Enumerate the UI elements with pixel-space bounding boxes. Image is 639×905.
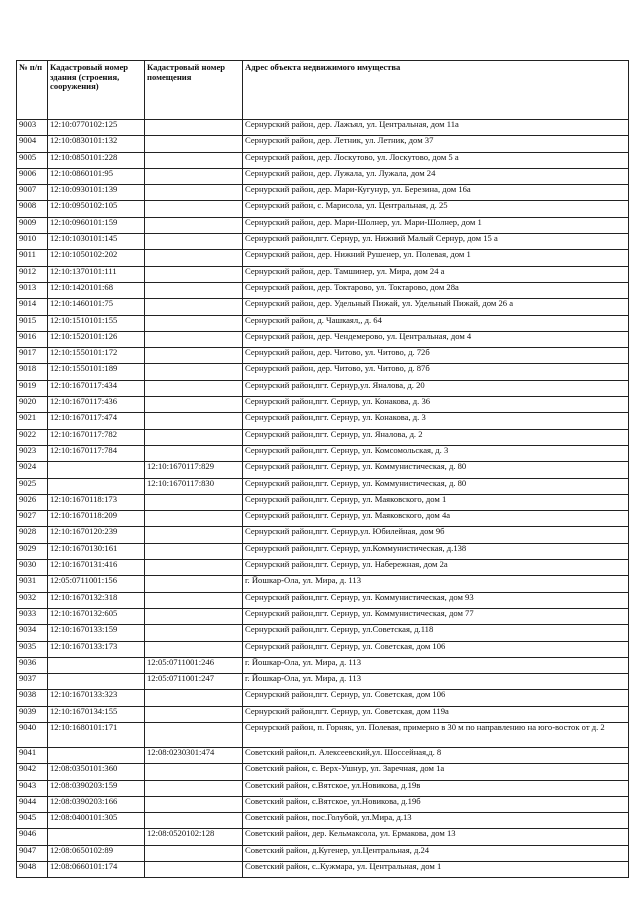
room-cadastral-cell bbox=[145, 494, 243, 510]
row-number-cell: 9012 bbox=[17, 266, 48, 282]
address-cell: Сернурский район,пгт. Сернур, ул. Конакова, д. 3 bbox=[243, 413, 629, 429]
building-cadastral-cell: 12:10:1670134:155 bbox=[48, 706, 145, 722]
property-register-page bbox=[16, 60, 628, 878]
address-cell: Советский район, с..Кужмара, ул. Центральная, дом 1 bbox=[243, 862, 629, 878]
room-cadastral-cell bbox=[145, 845, 243, 861]
room-cadastral-cell bbox=[145, 120, 243, 136]
table-row bbox=[17, 445, 629, 461]
building-cadastral-cell: 12:08:0660101:174 bbox=[48, 862, 145, 878]
address-cell: Сернурский район,пгт. Сернур, ул. Конакова, д. 36 bbox=[243, 397, 629, 413]
building-cadastral-cell: 12:10:1030101:145 bbox=[48, 234, 145, 250]
table-row bbox=[17, 348, 629, 364]
row-number-cell: 9027 bbox=[17, 511, 48, 527]
table-row bbox=[17, 201, 629, 217]
table-row bbox=[17, 722, 629, 747]
room-cadastral-cell bbox=[145, 813, 243, 829]
row-number-cell: 9025 bbox=[17, 478, 48, 494]
row-number-cell: 9034 bbox=[17, 625, 48, 641]
building-cadastral-cell: 12:10:1670117:436 bbox=[48, 397, 145, 413]
room-cadastral-cell bbox=[145, 625, 243, 641]
address-cell: Советский район, с. Верх-Ушнур, ул. Заречная, дом 1а bbox=[243, 764, 629, 780]
building-cadastral-cell: 12:10:0850101:228 bbox=[48, 152, 145, 168]
row-number-cell: 9010 bbox=[17, 234, 48, 250]
table-row bbox=[17, 543, 629, 559]
address-cell: Сернурский район,пгт. Сернур, ул. Советская, дом 106 bbox=[243, 690, 629, 706]
table-row bbox=[17, 250, 629, 266]
table-row bbox=[17, 690, 629, 706]
room-cadastral-cell bbox=[145, 608, 243, 624]
table-row bbox=[17, 780, 629, 796]
building-cadastral-cell: 12:10:0930101:139 bbox=[48, 185, 145, 201]
table-body bbox=[17, 120, 629, 878]
building-cadastral-cell: 12:10:1670118:173 bbox=[48, 494, 145, 510]
address-cell: г. Йошкар-Ола, ул. Мира, д. 113 bbox=[243, 674, 629, 690]
building-cadastral-cell: 12:10:1670133:173 bbox=[48, 641, 145, 657]
row-number-cell: 9030 bbox=[17, 560, 48, 576]
building-cadastral-cell: 12:10:0860101:95 bbox=[48, 168, 145, 184]
room-cadastral-cell bbox=[145, 641, 243, 657]
building-cadastral-cell: 12:10:1670117:784 bbox=[48, 445, 145, 461]
room-cadastral-cell bbox=[145, 862, 243, 878]
table-row bbox=[17, 185, 629, 201]
room-cadastral-cell: 12:08:0230301:474 bbox=[145, 747, 243, 763]
building-cadastral-cell: 12:10:1510101:155 bbox=[48, 315, 145, 331]
room-cadastral-cell bbox=[145, 560, 243, 576]
row-number-cell: 9036 bbox=[17, 657, 48, 673]
address-cell: Сернурский район,пгт. Сернур, ул. Коммунистическая, д. 80 bbox=[243, 462, 629, 478]
building-cadastral-cell: 12:10:1520101:126 bbox=[48, 331, 145, 347]
row-number-cell: 9026 bbox=[17, 494, 48, 510]
room-cadastral-cell bbox=[145, 348, 243, 364]
address-cell: Сернурский район,пгт. Сернур, ул. Нижний Малый Сернур, дом 15 а bbox=[243, 234, 629, 250]
row-number-cell: 9029 bbox=[17, 543, 48, 559]
table-row bbox=[17, 413, 629, 429]
address-cell: Сернурский район, дер. Читово, ул. Читово, д. 72б bbox=[243, 348, 629, 364]
building-cadastral-cell bbox=[48, 478, 145, 494]
address-cell: Сернурский район, дер. Лажъял, ул. Центральная, дом 11а bbox=[243, 120, 629, 136]
building-cadastral-cell: 12:10:1460101:75 bbox=[48, 299, 145, 315]
table-row bbox=[17, 813, 629, 829]
address-cell: Сернурский район, дер. Чендемерово, ул. Центральная, дом 4 bbox=[243, 331, 629, 347]
row-number-cell: 9019 bbox=[17, 380, 48, 396]
table-row bbox=[17, 527, 629, 543]
address-cell: Сернурский район, дер. Лужала, ул. Лужала, дом 24 bbox=[243, 168, 629, 184]
address-cell: Советский район, пос.Голубой, ул.Мира, д.13 bbox=[243, 813, 629, 829]
building-cadastral-cell: 12:10:1670132:318 bbox=[48, 592, 145, 608]
row-number-cell: 9015 bbox=[17, 315, 48, 331]
row-number-cell: 9043 bbox=[17, 780, 48, 796]
room-cadastral-cell bbox=[145, 429, 243, 445]
table-row bbox=[17, 364, 629, 380]
row-number-cell: 9011 bbox=[17, 250, 48, 266]
address-cell: Сернурский район,пгт. Сернур, ул. Советская, дом 119а bbox=[243, 706, 629, 722]
row-number-cell: 9037 bbox=[17, 674, 48, 690]
row-number-cell: 9021 bbox=[17, 413, 48, 429]
table-row bbox=[17, 136, 629, 152]
room-cadastral-cell bbox=[145, 445, 243, 461]
building-cadastral-cell: 12:10:1670118:209 bbox=[48, 511, 145, 527]
row-number-cell: 9048 bbox=[17, 862, 48, 878]
building-cadastral-cell bbox=[48, 674, 145, 690]
building-cadastral-cell bbox=[48, 462, 145, 478]
address-cell: г. Йошкар-Ола, ул. Мира, д. 113 bbox=[243, 576, 629, 592]
header-room-cadastral: Кадастровый номер помещения bbox=[145, 61, 243, 120]
row-number-cell: 9016 bbox=[17, 331, 48, 347]
address-cell: Сернурский район,пгт. Сернур, ул. Набережная, дом 2а bbox=[243, 560, 629, 576]
building-cadastral-cell: 12:08:0650102:89 bbox=[48, 845, 145, 861]
address-cell: Советский район,п. Алексеевский,ул. Шоссейная,д. 8 bbox=[243, 747, 629, 763]
table-row bbox=[17, 829, 629, 845]
row-number-cell: 9028 bbox=[17, 527, 48, 543]
building-cadastral-cell: 12:10:1670133:323 bbox=[48, 690, 145, 706]
room-cadastral-cell bbox=[145, 796, 243, 812]
row-number-cell: 9031 bbox=[17, 576, 48, 592]
address-cell: Сернурский район,пгт. Сернур,ул. Юбилейная, дом 9б bbox=[243, 527, 629, 543]
address-cell: Сернурский район, дер. Удельный Пижай, ул. Удельный Пижай, дом 26 а bbox=[243, 299, 629, 315]
row-number-cell: 9024 bbox=[17, 462, 48, 478]
room-cadastral-cell bbox=[145, 234, 243, 250]
header-building-cadastral: Кадастровый номер здания (строения, сооружения) bbox=[48, 61, 145, 120]
table-row bbox=[17, 234, 629, 250]
building-cadastral-cell: 12:10:1050102:202 bbox=[48, 250, 145, 266]
room-cadastral-cell bbox=[145, 331, 243, 347]
room-cadastral-cell bbox=[145, 299, 243, 315]
room-cadastral-cell bbox=[145, 380, 243, 396]
room-cadastral-cell bbox=[145, 217, 243, 233]
address-cell: Советский район, с.Вятское, ул.Новикова, д.19в bbox=[243, 780, 629, 796]
row-number-cell: 9017 bbox=[17, 348, 48, 364]
building-cadastral-cell: 12:10:1670131:416 bbox=[48, 560, 145, 576]
row-number-cell: 9022 bbox=[17, 429, 48, 445]
table-row bbox=[17, 560, 629, 576]
table-row bbox=[17, 462, 629, 478]
table-header bbox=[17, 61, 629, 120]
address-cell: Сернурский район,пгт. Сернур, ул. Коммунистическая, д. 80 bbox=[243, 478, 629, 494]
building-cadastral-cell: 12:10:1670130:161 bbox=[48, 543, 145, 559]
table-row bbox=[17, 747, 629, 763]
room-cadastral-cell: 12:10:1670117:829 bbox=[145, 462, 243, 478]
table-row bbox=[17, 217, 629, 233]
room-cadastral-cell bbox=[145, 543, 243, 559]
room-cadastral-cell bbox=[145, 250, 243, 266]
row-number-cell: 9041 bbox=[17, 747, 48, 763]
row-number-cell: 9046 bbox=[17, 829, 48, 845]
table-row bbox=[17, 862, 629, 878]
address-cell: Сернурский район, п. Горняк, ул. Полевая, примерно в 30 м по направлению на юго-восток от д. 2 bbox=[243, 722, 629, 747]
room-cadastral-cell bbox=[145, 397, 243, 413]
room-cadastral-cell bbox=[145, 201, 243, 217]
address-cell: Сернурский район,пгт. Сернур, ул. Советская, дом 106 bbox=[243, 641, 629, 657]
building-cadastral-cell bbox=[48, 657, 145, 673]
address-cell: Сернурский район,пгт. Сернур, ул.Советская, д.118 bbox=[243, 625, 629, 641]
building-cadastral-cell: 12:10:1680101:171 bbox=[48, 722, 145, 747]
row-number-cell: 9020 bbox=[17, 397, 48, 413]
room-cadastral-cell: 12:05:0711001:247 bbox=[145, 674, 243, 690]
row-number-cell: 9039 bbox=[17, 706, 48, 722]
table-row bbox=[17, 266, 629, 282]
room-cadastral-cell: 12:05:0711001:246 bbox=[145, 657, 243, 673]
address-cell: Сернурский район, дер. Лоскутово, ул. Лоскутово, дом 5 а bbox=[243, 152, 629, 168]
building-cadastral-cell: 12:10:1670117:434 bbox=[48, 380, 145, 396]
building-cadastral-cell: 12:08:0350101:360 bbox=[48, 764, 145, 780]
row-number-cell: 9006 bbox=[17, 168, 48, 184]
table-row bbox=[17, 576, 629, 592]
building-cadastral-cell: 12:10:1670133:159 bbox=[48, 625, 145, 641]
table-row bbox=[17, 120, 629, 136]
row-number-cell: 9040 bbox=[17, 722, 48, 747]
row-number-cell: 9038 bbox=[17, 690, 48, 706]
table-row bbox=[17, 641, 629, 657]
building-cadastral-cell: 12:05:0711001:156 bbox=[48, 576, 145, 592]
building-cadastral-cell: 12:10:0960101:159 bbox=[48, 217, 145, 233]
row-number-cell: 9014 bbox=[17, 299, 48, 315]
address-cell: Сернурский район,пгт. Сернур, ул. Коммунистическая, дом 77 bbox=[243, 608, 629, 624]
building-cadastral-cell: 12:10:1370101:111 bbox=[48, 266, 145, 282]
room-cadastral-cell bbox=[145, 152, 243, 168]
row-number-cell: 9045 bbox=[17, 813, 48, 829]
address-cell: Сернурский район,пгт. Сернур, ул. Комсомольская, д. 3 bbox=[243, 445, 629, 461]
address-cell: Сернурский район,пгт. Сернур, ул. Маяковского, дом 1 bbox=[243, 494, 629, 510]
row-number-cell: 9042 bbox=[17, 764, 48, 780]
address-cell: Сернурский район, д. Чашкаял,, д. 64 bbox=[243, 315, 629, 331]
room-cadastral-cell: 12:10:1670117:830 bbox=[145, 478, 243, 494]
address-cell: Сернурский район, дер. Токтарово, ул. Токтарово, дом 28а bbox=[243, 282, 629, 298]
address-cell: Сернурский район,пгт. Сернур, ул. Маяковского, дом 4а bbox=[243, 511, 629, 527]
room-cadastral-cell bbox=[145, 266, 243, 282]
header-num: № п/п bbox=[17, 61, 48, 120]
building-cadastral-cell: 12:10:0830101:132 bbox=[48, 136, 145, 152]
table-row bbox=[17, 706, 629, 722]
table-row bbox=[17, 168, 629, 184]
address-cell: Сернурский район,пгт. Сернур, ул.Коммунистическая, д.138 bbox=[243, 543, 629, 559]
room-cadastral-cell bbox=[145, 576, 243, 592]
room-cadastral-cell bbox=[145, 706, 243, 722]
room-cadastral-cell bbox=[145, 413, 243, 429]
row-number-cell: 9023 bbox=[17, 445, 48, 461]
row-number-cell: 9005 bbox=[17, 152, 48, 168]
room-cadastral-cell bbox=[145, 185, 243, 201]
address-cell: г. Йошкар-Ола, ул. Мира, д. 113 bbox=[243, 657, 629, 673]
table-row bbox=[17, 282, 629, 298]
address-cell: Сернурский район, дер. Тамшинер, ул. Мира, дом 24 а bbox=[243, 266, 629, 282]
table-row bbox=[17, 657, 629, 673]
address-cell: Сернурский район, дер. Мари-Шолнер, ул. Мари-Шолнер, дом 1 bbox=[243, 217, 629, 233]
row-number-cell: 9035 bbox=[17, 641, 48, 657]
table-row bbox=[17, 152, 629, 168]
address-cell: Сернурский район,пгт. Сернур, ул. Яналова, д. 2 bbox=[243, 429, 629, 445]
building-cadastral-cell: 12:08:0390203:166 bbox=[48, 796, 145, 812]
row-number-cell: 9032 bbox=[17, 592, 48, 608]
table-row bbox=[17, 331, 629, 347]
building-cadastral-cell bbox=[48, 829, 145, 845]
property-table bbox=[16, 60, 629, 878]
room-cadastral-cell bbox=[145, 764, 243, 780]
row-number-cell: 9004 bbox=[17, 136, 48, 152]
table-row bbox=[17, 845, 629, 861]
header-row bbox=[17, 61, 629, 120]
table-row bbox=[17, 625, 629, 641]
table-row bbox=[17, 796, 629, 812]
row-number-cell: 9013 bbox=[17, 282, 48, 298]
table-row bbox=[17, 592, 629, 608]
room-cadastral-cell: 12:08:0520102:128 bbox=[145, 829, 243, 845]
building-cadastral-cell: 12:10:1670117:782 bbox=[48, 429, 145, 445]
row-number-cell: 9047 bbox=[17, 845, 48, 861]
building-cadastral-cell: 12:10:1550101:189 bbox=[48, 364, 145, 380]
address-cell: Советский район, дер. Кельмаксола, ул. Ермакова, дом 13 bbox=[243, 829, 629, 845]
table-row bbox=[17, 674, 629, 690]
room-cadastral-cell bbox=[145, 511, 243, 527]
room-cadastral-cell bbox=[145, 315, 243, 331]
building-cadastral-cell: 12:08:0400101:305 bbox=[48, 813, 145, 829]
room-cadastral-cell bbox=[145, 690, 243, 706]
address-cell: Сернурский район,пгт. Сернур, ул. Коммунистическая, дом 93 bbox=[243, 592, 629, 608]
row-number-cell: 9003 bbox=[17, 120, 48, 136]
building-cadastral-cell bbox=[48, 747, 145, 763]
row-number-cell: 9008 bbox=[17, 201, 48, 217]
address-cell: Советский район, с.Вятское, ул.Новикова, д.19б bbox=[243, 796, 629, 812]
address-cell: Сернурский район, с. Марисола, ул. Центральная, д. 25 bbox=[243, 201, 629, 217]
table-row bbox=[17, 494, 629, 510]
address-cell: Сернурский район,пгт. Сернур,ул. Яналова, д. 20 bbox=[243, 380, 629, 396]
room-cadastral-cell bbox=[145, 722, 243, 747]
building-cadastral-cell: 12:10:1670132:605 bbox=[48, 608, 145, 624]
table-row bbox=[17, 397, 629, 413]
room-cadastral-cell bbox=[145, 527, 243, 543]
address-cell: Сернурский район, дер. Мари-Кугунур, ул. Березина, дом 16а bbox=[243, 185, 629, 201]
room-cadastral-cell bbox=[145, 282, 243, 298]
header-address: Адрес объекта недвижимого имущества bbox=[243, 61, 629, 120]
room-cadastral-cell bbox=[145, 592, 243, 608]
table-row bbox=[17, 429, 629, 445]
table-row bbox=[17, 608, 629, 624]
address-cell: Советский район, д.Кугенер, ул.Центральная, д.24 bbox=[243, 845, 629, 861]
room-cadastral-cell bbox=[145, 364, 243, 380]
table-row bbox=[17, 764, 629, 780]
building-cadastral-cell: 12:10:1420101:68 bbox=[48, 282, 145, 298]
table-row bbox=[17, 299, 629, 315]
building-cadastral-cell: 12:10:0950102:105 bbox=[48, 201, 145, 217]
building-cadastral-cell: 12:10:1550101:172 bbox=[48, 348, 145, 364]
building-cadastral-cell: 12:10:1670120:239 bbox=[48, 527, 145, 543]
table-row bbox=[17, 511, 629, 527]
row-number-cell: 9033 bbox=[17, 608, 48, 624]
row-number-cell: 9009 bbox=[17, 217, 48, 233]
address-cell: Сернурский район, дер. Нижний Рушенер, ул. Полевая, дом 1 bbox=[243, 250, 629, 266]
row-number-cell: 9018 bbox=[17, 364, 48, 380]
table-row bbox=[17, 380, 629, 396]
room-cadastral-cell bbox=[145, 136, 243, 152]
building-cadastral-cell: 12:10:0770102:125 bbox=[48, 120, 145, 136]
table-row bbox=[17, 478, 629, 494]
table-row bbox=[17, 315, 629, 331]
building-cadastral-cell: 12:08:0390203:159 bbox=[48, 780, 145, 796]
room-cadastral-cell bbox=[145, 168, 243, 184]
building-cadastral-cell: 12:10:1670117:474 bbox=[48, 413, 145, 429]
row-number-cell: 9044 bbox=[17, 796, 48, 812]
address-cell: Сернурский район, дер. Летник, ул. Летник, дом 37 bbox=[243, 136, 629, 152]
row-number-cell: 9007 bbox=[17, 185, 48, 201]
address-cell: Сернурский район, дер. Читово, ул. Читово, д. 87б bbox=[243, 364, 629, 380]
room-cadastral-cell bbox=[145, 780, 243, 796]
